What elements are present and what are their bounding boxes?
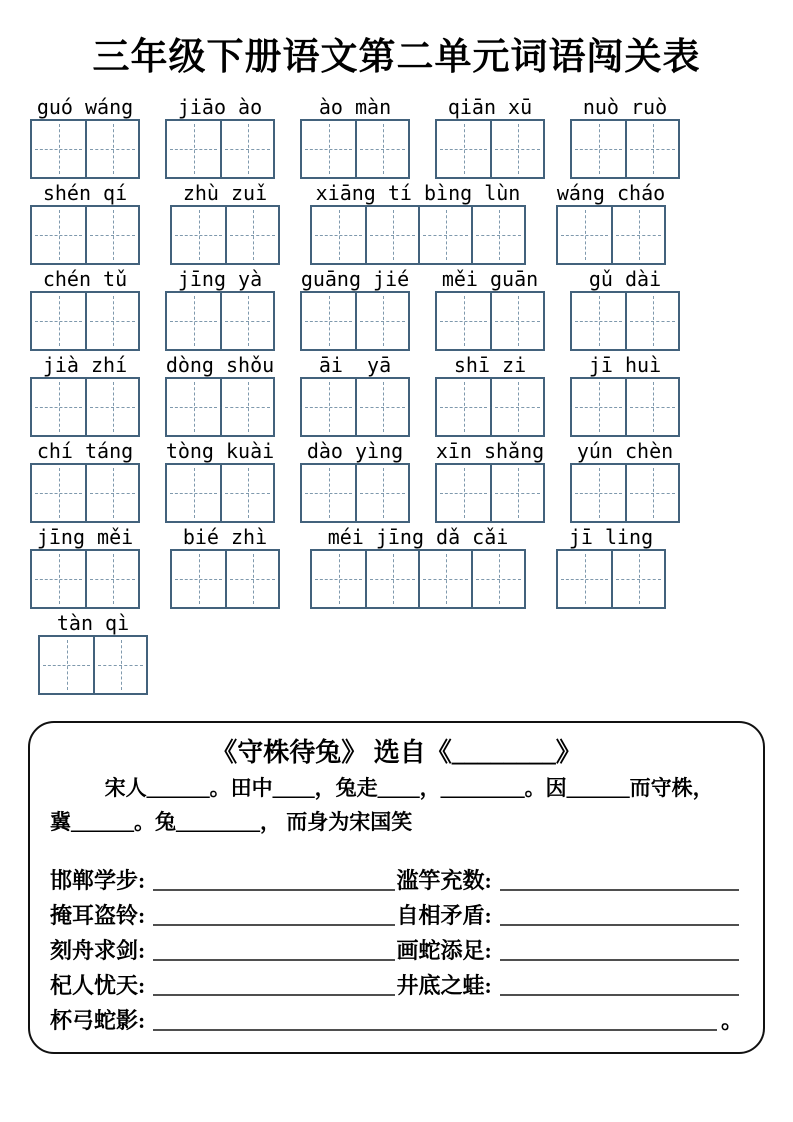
word-group [435, 354, 545, 437]
pinyin-label: jīng měi [36, 525, 134, 549]
idiom-label: 滥竽充数: [396, 868, 492, 893]
grid-cell [302, 121, 355, 177]
grid-cell [225, 551, 278, 607]
passage-box [28, 721, 765, 1054]
blank-line [153, 1029, 717, 1031]
grid-cell [572, 379, 625, 435]
word-group [556, 526, 666, 609]
grid-cell [625, 379, 678, 435]
grid-cell [302, 293, 355, 349]
pinyin-label: wáng cháo [556, 181, 666, 205]
grid-cell [490, 465, 543, 521]
writing-grid [30, 205, 140, 265]
word-group [30, 182, 140, 265]
pinyin-label: ào màn [318, 95, 392, 119]
word-group [38, 612, 148, 695]
writing-grid [435, 291, 545, 351]
pinyin-label: shī zi [453, 353, 527, 377]
pinyin-label: gǔ dài [588, 267, 662, 291]
word-group [165, 268, 275, 351]
writing-grid [30, 119, 140, 179]
pinyin-label: dào yìng [306, 439, 404, 463]
pinyin-label: chí táng [36, 439, 134, 463]
blank-line [153, 959, 394, 961]
idiom-label: 杞人忧天: [50, 973, 146, 998]
writing-grid [300, 377, 410, 437]
writing-grid [300, 119, 410, 179]
grid-cell [85, 379, 138, 435]
grid-cell [490, 379, 543, 435]
grid-cell [418, 551, 471, 607]
grid-cell [32, 551, 85, 607]
writing-grid [300, 463, 410, 523]
grid-cell [167, 121, 220, 177]
grid-cell [167, 293, 220, 349]
idiom-left [50, 936, 397, 966]
grid-cell [32, 293, 85, 349]
pinyin-label: yún chèn [576, 439, 674, 463]
pinyin-label: jī huì [588, 353, 662, 377]
word-row [30, 354, 793, 437]
pinyin-label: tòng kuài [165, 439, 275, 463]
word-group [165, 440, 275, 523]
blank-line [153, 994, 394, 996]
blank-line [500, 924, 739, 926]
grid-cell [365, 551, 418, 607]
writing-grid [30, 463, 140, 523]
idiom-label: 井底之蛙: [396, 973, 492, 998]
grid-cell [471, 207, 524, 263]
grid-cell [572, 465, 625, 521]
writing-grid [30, 377, 140, 437]
idiom-section [50, 861, 743, 1036]
grid-cell [355, 465, 408, 521]
writing-grid [30, 549, 140, 609]
pinyin-label: jià zhí [42, 353, 128, 377]
word-row [30, 182, 793, 265]
grid-cell [302, 379, 355, 435]
word-group [30, 354, 140, 437]
word-group [300, 440, 410, 523]
idiom-right [397, 971, 744, 1001]
writing-grid [570, 291, 680, 351]
grid-cell [437, 465, 490, 521]
blank-line [500, 959, 739, 961]
pinyin-label: méi jīng dǎ cǎi [327, 525, 509, 549]
word-group [570, 354, 680, 437]
writing-grid [310, 205, 526, 265]
grid-cell [558, 551, 611, 607]
grid-cell [85, 551, 138, 607]
grid-cell [172, 551, 225, 607]
idiom-label: 自相矛盾: [396, 903, 492, 928]
writing-grid [165, 377, 275, 437]
word-row [30, 526, 793, 609]
writing-grid [556, 205, 666, 265]
grid-cell [40, 637, 93, 693]
grid-cell [32, 207, 85, 263]
word-group [300, 354, 410, 437]
grid-cell [355, 121, 408, 177]
pinyin-label: guāng jié [300, 267, 410, 291]
word-row [30, 440, 793, 523]
writing-grid [570, 377, 680, 437]
grid-cell [558, 207, 611, 263]
word-group [165, 354, 275, 437]
pinyin-label: bié zhì [182, 525, 268, 549]
word-group [435, 268, 545, 351]
writing-grid [30, 291, 140, 351]
idiom-row [50, 861, 743, 896]
word-group [570, 440, 680, 523]
pinyin-label: jī ling [568, 525, 654, 549]
pinyin-label: tàn qì [56, 611, 130, 635]
pinyin-label: jīng yà [177, 267, 263, 291]
word-group [30, 440, 140, 523]
pinyin-label: dòng shǒu [165, 353, 275, 377]
pinyin-label: āi yā [318, 353, 392, 377]
idiom-label: 杯弓蛇影: [50, 1008, 146, 1033]
grid-cell [611, 551, 664, 607]
idiom-label: 邯郸学步: [50, 868, 146, 893]
grid-cell [437, 293, 490, 349]
grid-cell [172, 207, 225, 263]
writing-grid [165, 119, 275, 179]
grid-cell [490, 293, 543, 349]
grid-cell [225, 207, 278, 263]
word-group [30, 268, 140, 351]
writing-grid [165, 291, 275, 351]
pinyin-label: xiāng tí bìng lùn [315, 181, 521, 205]
idiom-left [50, 901, 397, 931]
writing-grid [165, 463, 275, 523]
grid-cell [85, 121, 138, 177]
pinyin-label: shén qí [42, 181, 128, 205]
word-group [30, 526, 140, 609]
grid-cell [167, 465, 220, 521]
grid-cell [625, 465, 678, 521]
grid-cell [625, 293, 678, 349]
pinyin-label: guó wáng [36, 95, 134, 119]
grid-cell [437, 121, 490, 177]
grid-cell [93, 637, 146, 693]
pinyin-label: nuò ruò [582, 95, 668, 119]
page-title: 三年级下册语文第二单元词语闯关表 [92, 37, 701, 78]
grid-cell [167, 379, 220, 435]
word-row [38, 612, 793, 695]
word-group [165, 96, 275, 179]
writing-grid [435, 119, 545, 179]
grid-cell [85, 207, 138, 263]
grid-cell [220, 465, 273, 521]
word-group [300, 268, 410, 351]
pinyin-label: jiāo ào [177, 95, 263, 119]
pinyin-label: zhù zuǐ [182, 181, 268, 205]
grid-cell [490, 121, 543, 177]
pinyin-label: xīn shǎng [435, 439, 545, 463]
word-group [556, 182, 666, 265]
blank-line [153, 924, 394, 926]
pinyin-label: qiān xū [447, 95, 533, 119]
blank-line [153, 889, 394, 891]
word-group [310, 526, 526, 609]
idiom-row [50, 896, 743, 931]
idiom-label: 刻舟求剑: [50, 938, 146, 963]
writing-grid [435, 463, 545, 523]
blank-line [500, 889, 739, 891]
pinyin-label: měi guān [441, 267, 539, 291]
writing-grid [556, 549, 666, 609]
idiom-right [397, 866, 744, 896]
idiom-right [397, 901, 744, 931]
grid-cell [355, 379, 408, 435]
word-row [30, 96, 793, 179]
grid-cell [625, 121, 678, 177]
writing-grid [435, 377, 545, 437]
grid-cell [85, 293, 138, 349]
grid-cell [471, 551, 524, 607]
writing-grid [170, 549, 280, 609]
grid-cell [220, 121, 273, 177]
idiom-right [397, 936, 744, 966]
grid-cell [437, 379, 490, 435]
word-group [310, 182, 526, 265]
idiom-final-row [50, 1001, 743, 1036]
word-group [570, 268, 680, 351]
writing-grid [310, 549, 526, 609]
grid-cell [32, 121, 85, 177]
final-period: 。 [720, 1008, 743, 1033]
word-group [435, 440, 545, 523]
idiom-left [50, 971, 397, 1001]
idiom-label: 掩耳盗铃: [50, 903, 146, 928]
grid-cell [365, 207, 418, 263]
grid-cell [611, 207, 664, 263]
grid-cell [418, 207, 471, 263]
passage-line-1: 宋人______。田中____，兔走____，________。因______而守株， [104, 776, 714, 800]
word-row [30, 268, 793, 351]
word-group [435, 96, 545, 179]
writing-grid [38, 635, 148, 695]
grid-cell [572, 293, 625, 349]
blank-line [500, 994, 739, 996]
idiom-row [50, 966, 743, 1001]
writing-grid [570, 463, 680, 523]
word-group [170, 526, 280, 609]
passage-title: 《守株待兔》 选自《________》 [211, 738, 582, 767]
writing-grid [170, 205, 280, 265]
idiom-row [50, 931, 743, 966]
word-group [30, 96, 140, 179]
pinyin-label: chén tǔ [42, 267, 128, 291]
writing-grid [570, 119, 680, 179]
grid-cell [220, 379, 273, 435]
writing-grid [300, 291, 410, 351]
grid-cell [85, 465, 138, 521]
grid-cell [32, 465, 85, 521]
passage-line-2: 冀______。兔________， 而身为宋国笑 [50, 810, 413, 834]
grid-cell [572, 121, 625, 177]
word-group [170, 182, 280, 265]
word-group [570, 96, 680, 179]
grid-cell [312, 207, 365, 263]
grid-cell [355, 293, 408, 349]
word-group [300, 96, 410, 179]
idiom-left [50, 866, 397, 896]
grid-cell [302, 465, 355, 521]
idiom-label: 画蛇添足: [396, 938, 492, 963]
grid-cell [312, 551, 365, 607]
grid-cell [220, 293, 273, 349]
grid-cell [32, 379, 85, 435]
